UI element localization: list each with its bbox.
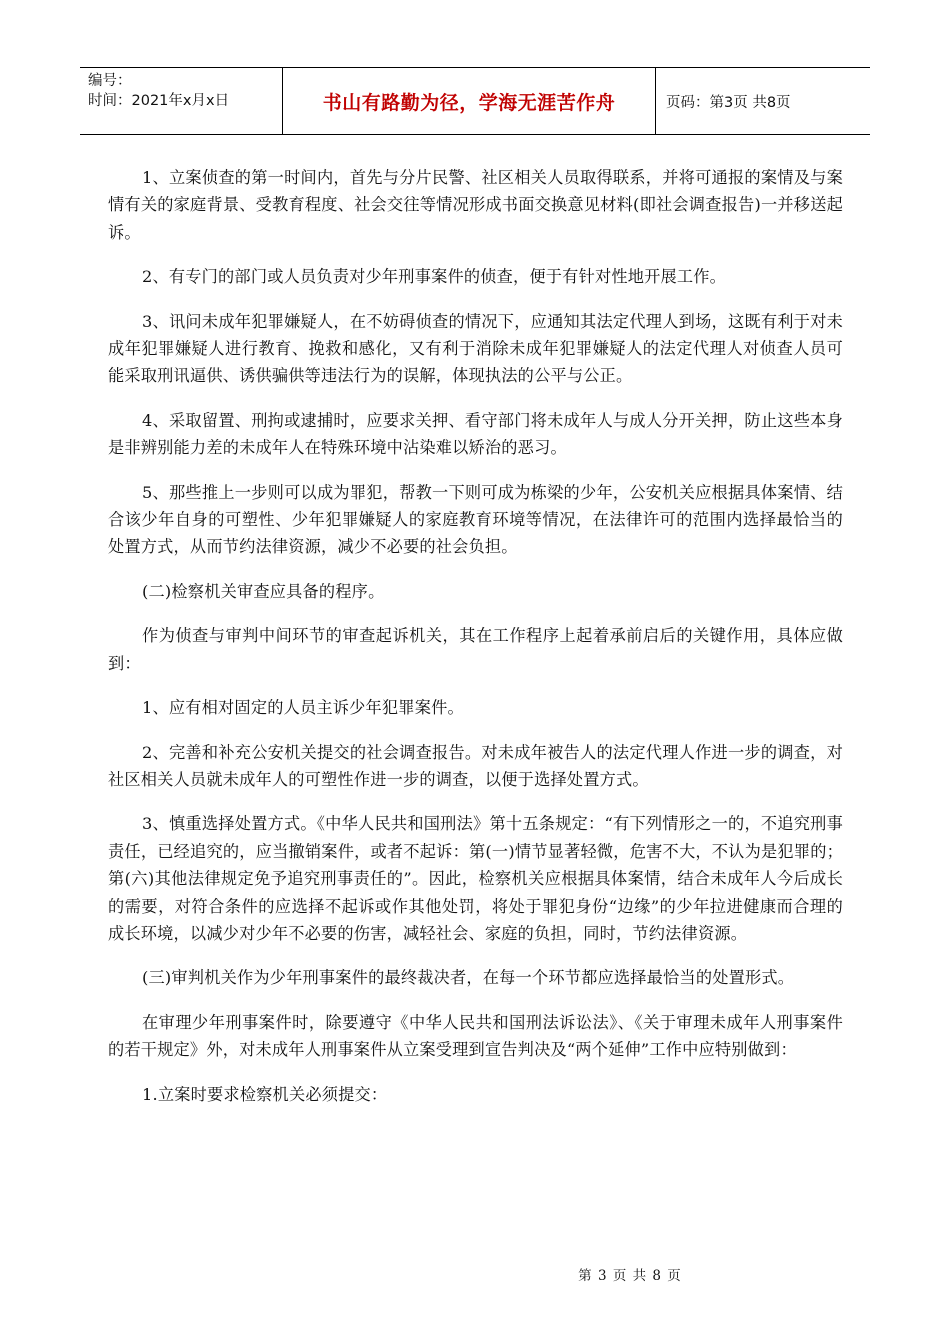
page-footer: 第 3 页 共 8 页 bbox=[578, 1268, 682, 1284]
paragraph: 1、应有相对固定的人员主诉少年犯罪案件。 bbox=[142, 698, 464, 718]
paragraph: 作为侦查与审判中间环节的审查起诉机关，其在工作程序上起着承前启后的关键作用，具体应做到： bbox=[108, 626, 843, 673]
paragraph: 2、完善和补充公安机关提交的社会调查报告。对未成年被告人的法定代理人作进一步的调查，对社区相关人员就未成年人的可塑性作进一步的调查，以便于选择处置方式。 bbox=[108, 742, 843, 789]
document-body bbox=[108, 164, 843, 1125]
paragraph: 1、立案侦查的第一时间内，首先与分片民警、社区相关人员取得联系，并将可通报的案情及与案情有关的家庭背景、受教育程度、社会交往等情况形成书面交换意见材料(即社会调查报告)一并移送起诉。 bbox=[108, 168, 843, 242]
paragraph: 3、讯问未成年犯罪嫌疑人，在不妨碍侦查的情况下，应通知其法定代理人到场，这既有利于对未成年犯罪嫌疑人进行教育、挽救和感化，又有利于消除未成年犯罪嫌疑人的法定代理人对侦查人员可能采取刑讯逼供、诱供骗供等违法行为的误解，体现执法的公平与公正。 bbox=[108, 311, 843, 386]
paragraph: 4、采取留置、刑拘或逮捕时，应要求关押、看守部门将未成年人与成人分开关押，防止这些本身是非辨别能力差的未成年人在特殊环境中沾染难以矫治的恶习。 bbox=[108, 410, 843, 458]
paragraph: 3、慎重选择处置方式。《中华人民共和国刑法》第十五条规定：“有下列情形之一的，不追究刑事责任，已经追究的，应当撤销案件，或者不起诉：第(一)情节显著轻微，危害不大，不认为是犯罪的；第(六)其他法律规定免予追究刑事责任的”。因此，检察机关应根据具体案情，结合未成年人今后成长的需要，对符合条件的应选择不起诉或作其他处罚，将处于罪犯身份“边缘”的少年拉进健康而合理的成长环境，以减少对少年不必要的伤害，减轻社会、家庭的负担，同时，节约法律资源。 bbox=[108, 814, 843, 943]
document-time-label: 时间：2021年x月x日 bbox=[88, 93, 230, 109]
section-heading: (三)审判机关作为少年刑事案件的最终裁决者，在每一个环节都应选择最恰当的处置形式。 bbox=[142, 968, 795, 988]
page-header bbox=[80, 67, 870, 135]
paragraph: 5、那些推上一步则可以成为罪犯，帮教一下则可成为栋梁的少年，公安机关应根据具体案情、结合该少年自身的可塑性、少年犯罪嫌疑人的家庭教育环境等情况，在法律许可的范围内选择最恰当的处置方式，从而节约法律资源，减少不必要的社会负担。 bbox=[108, 482, 843, 557]
paragraph: 2、有专门的部门或人员负责对少年刑事案件的侦查，便于有针对性地开展工作。 bbox=[142, 267, 727, 287]
header-meta bbox=[80, 68, 283, 134]
paragraph: 在审理少年刑事案件时，除要遵守《中华人民共和国刑法诉讼法》、《关于审理未成年人刑事案件的若干规定》外，对未成年人刑事案件从立案受理到宣告判决及“两个延伸”工作中应特别做到： bbox=[108, 1012, 843, 1060]
section-heading: (二)检察机关审查应具备的程序。 bbox=[142, 581, 385, 601]
header-motto: 书山有路勤为径，学海无涯苦作舟 bbox=[283, 68, 656, 134]
document-number-label: 编号： bbox=[88, 73, 132, 89]
header-page-code: 页码：第3页 共8页 bbox=[666, 94, 791, 111]
paragraph: 1.立案时要求检察机关必须提交： bbox=[142, 1084, 388, 1104]
